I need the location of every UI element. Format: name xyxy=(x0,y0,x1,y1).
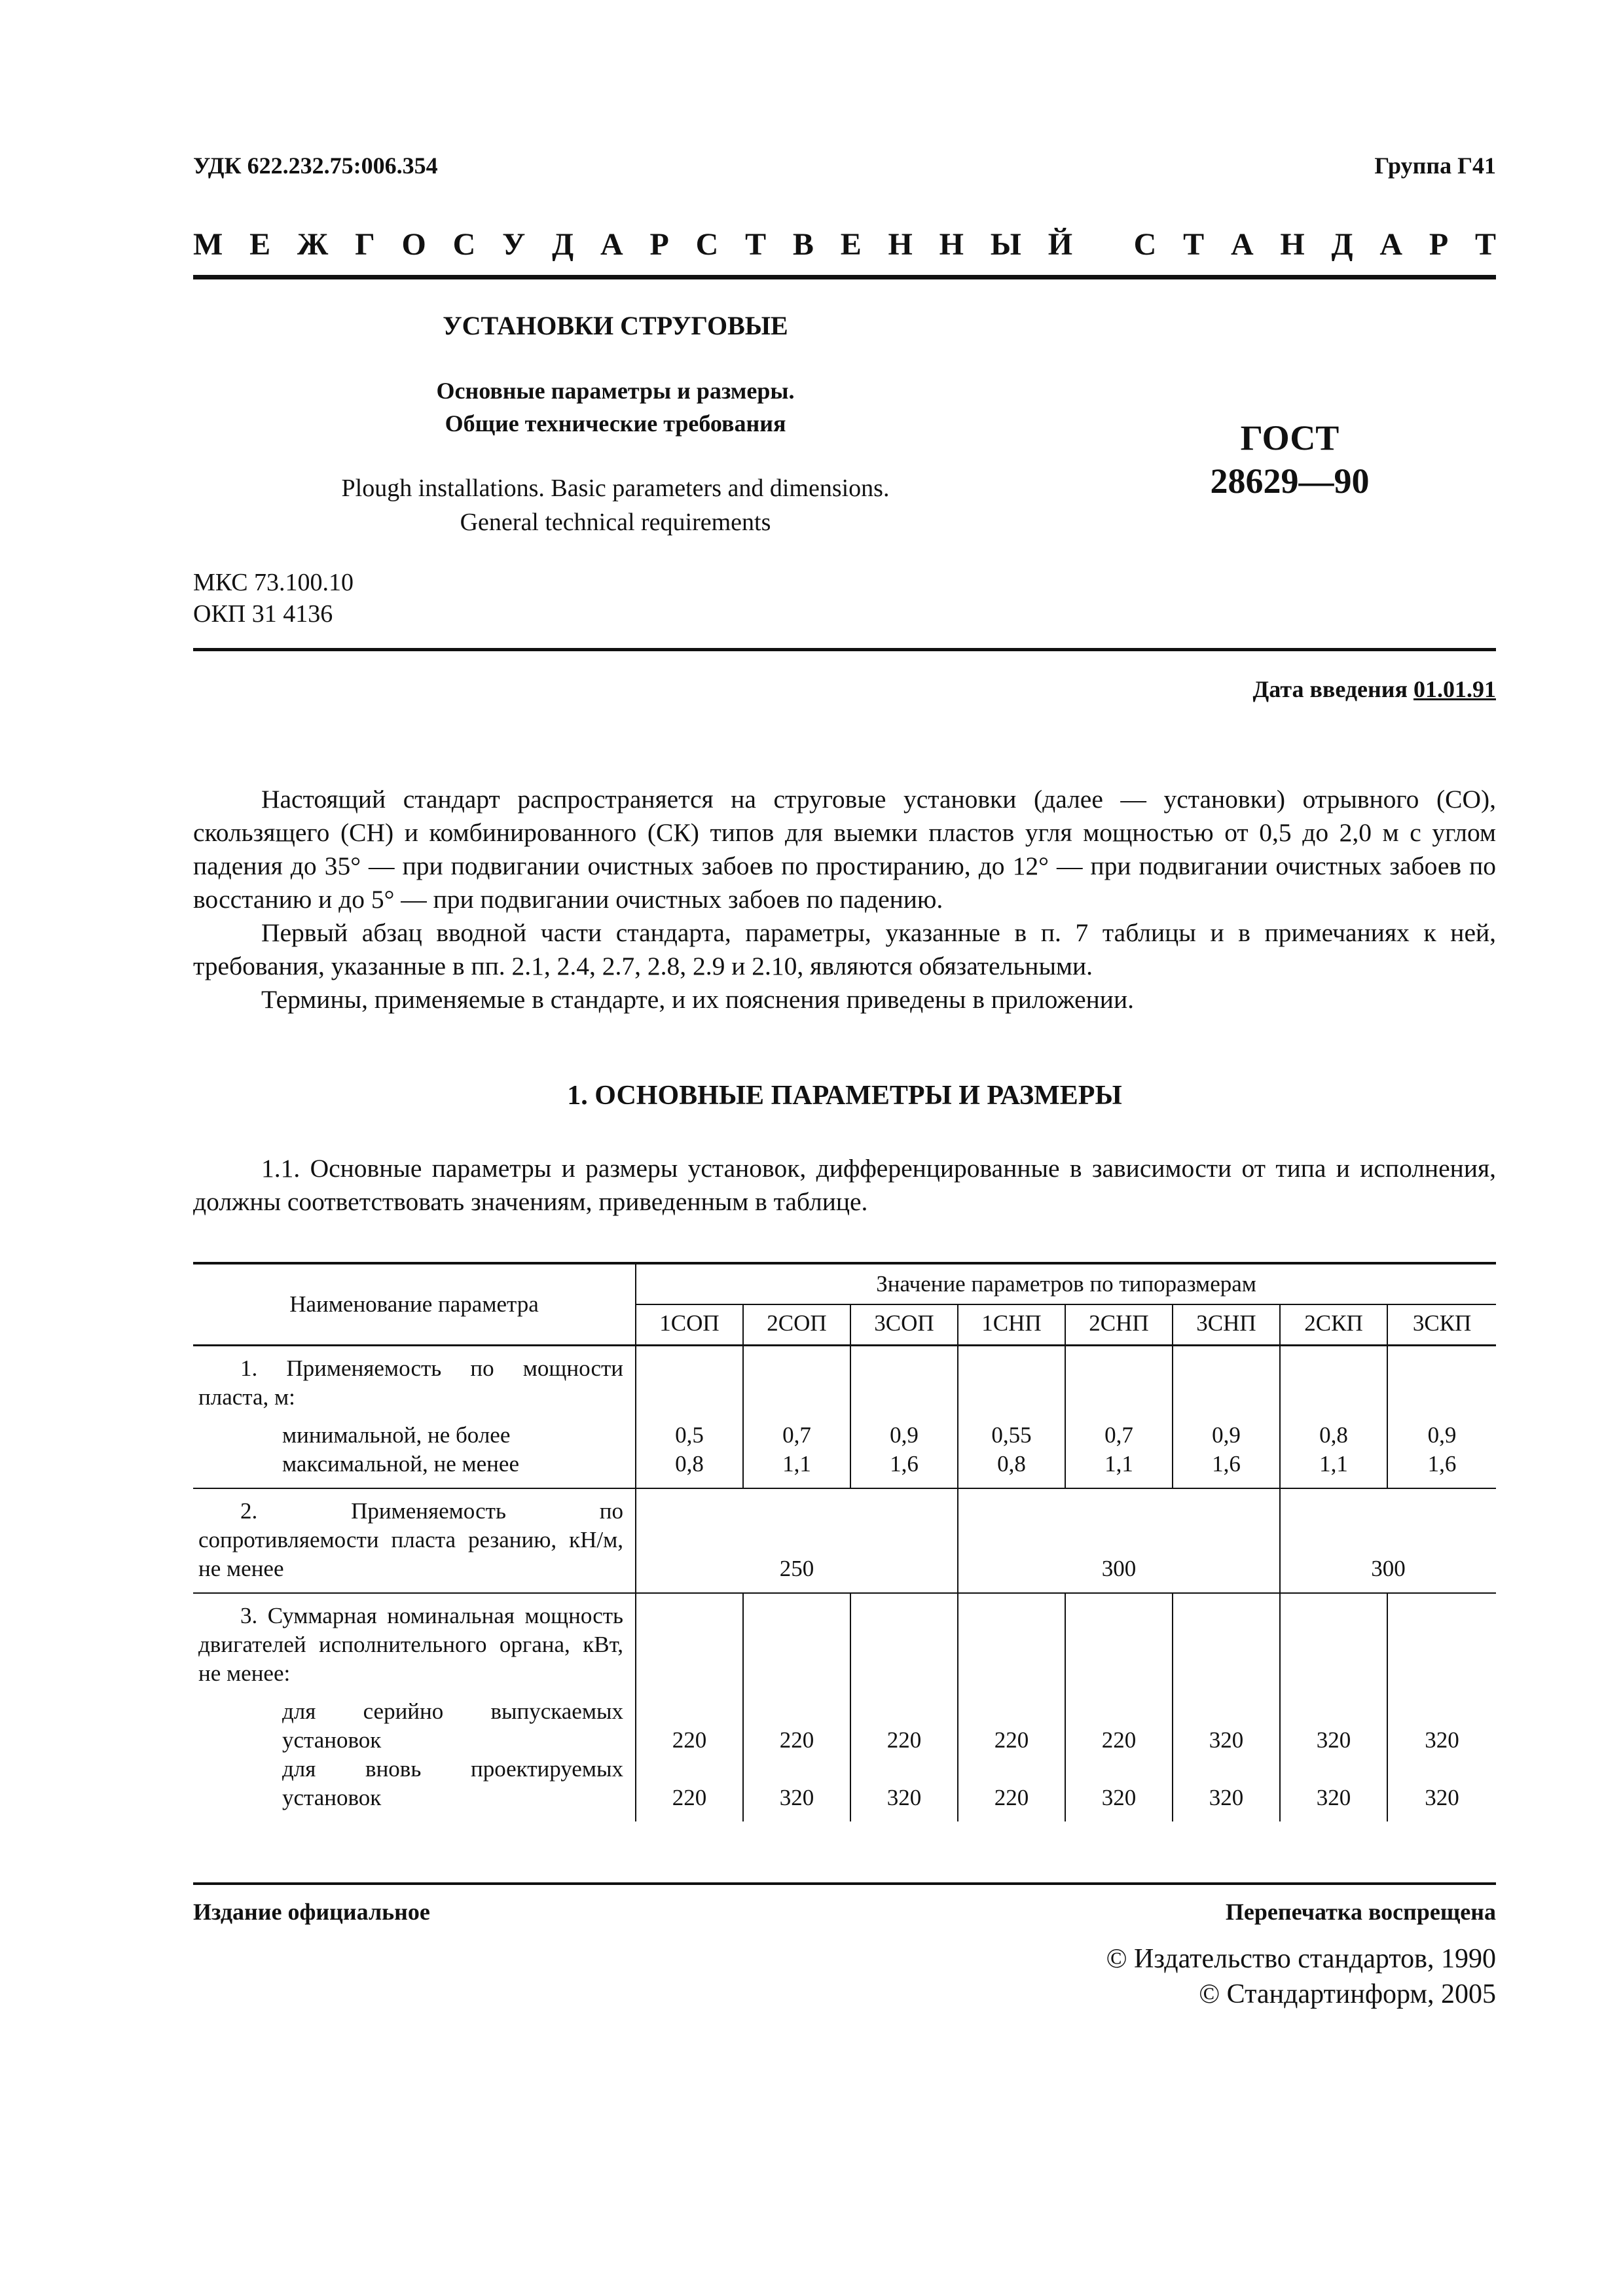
heading-letter: Н xyxy=(1280,227,1305,262)
row1-values xyxy=(1173,1346,1280,1489)
value-cell: 220 xyxy=(672,1727,707,1753)
value-cell: 0,8 xyxy=(675,1451,704,1477)
heading-letter: Т xyxy=(745,227,767,262)
row2-value-co xyxy=(636,1488,958,1593)
udk-code: УДК 622.232.75:006.354 xyxy=(193,152,438,179)
heading-letter: Т xyxy=(1474,227,1496,262)
date-label: Дата введения xyxy=(1252,676,1408,702)
row1-values xyxy=(1280,1346,1387,1489)
heading-letter: Е xyxy=(249,227,271,262)
intro-paragraph-3: Термины, применяемые в стандарте, и их пояснения приведены в приложении. xyxy=(261,985,1134,1014)
value-cell: 1,1 xyxy=(782,1451,811,1477)
intro-text xyxy=(193,783,1496,1016)
row1-values xyxy=(1065,1346,1173,1489)
heading-letter: Д xyxy=(552,227,574,262)
value-cell: 0,55 xyxy=(991,1422,1032,1448)
heading-letter: Р xyxy=(649,227,669,262)
value-cell: 0,9 xyxy=(890,1422,919,1448)
col-header: 2СОП xyxy=(743,1304,850,1346)
value-cell: 1,6 xyxy=(890,1451,919,1477)
row1-sub-max: максимальной, не менее xyxy=(282,1451,519,1477)
heading-letter: М xyxy=(193,227,223,262)
clause-1-1-text: 1.1. Основные параметры и размеры установок, дифференцированные в зависимости от типа и исполнения, должны соответствовать значениям, приведенным в таблице. xyxy=(193,1154,1496,1216)
value-cell: 300 xyxy=(1371,1556,1406,1581)
value-cell: 220 xyxy=(672,1785,707,1810)
header-rule xyxy=(193,275,1496,279)
heading-letter: Ы xyxy=(990,227,1021,262)
row3-values xyxy=(743,1593,850,1821)
row2-value-cn xyxy=(958,1488,1280,1593)
col-header: 3СОП xyxy=(850,1304,958,1346)
introduction-date xyxy=(1253,675,1497,703)
value-cell: 220 xyxy=(994,1785,1029,1810)
row3-values xyxy=(1065,1593,1173,1821)
value-cell: 320 xyxy=(1425,1727,1459,1753)
date-value: 01.01.91 xyxy=(1413,676,1496,702)
title-rule xyxy=(193,648,1496,651)
param-name-header: Наименование параметра xyxy=(193,1265,636,1346)
table-row xyxy=(193,1593,1496,1821)
row3-title: 3. Суммарная номинальная мощность двигателей исполнительного органа, кВт, не менее: xyxy=(198,1603,623,1686)
col-header: 3СНП xyxy=(1173,1304,1280,1346)
value-cell: 320 xyxy=(1425,1785,1459,1810)
intro-paragraph-2: Первый абзац вводной части стандарта, параметры, указанные в п. 7 таблицы и в примечаниях к ней, требования, указанные в пп. 2.1, 2.4, 2.7, 2.8, 2.9 и 2.10, являются обязательными. xyxy=(193,918,1496,980)
row1-values xyxy=(743,1346,850,1489)
value-cell: 220 xyxy=(779,1727,814,1753)
row3-values xyxy=(958,1593,1065,1821)
value-cell: 0,9 xyxy=(1427,1422,1457,1448)
row1-values xyxy=(958,1346,1065,1489)
section-1-heading: 1. ОСНОВНЫЕ ПАРАМЕТРЫ И РАЗМЕРЫ xyxy=(567,1081,1122,1111)
row3-values xyxy=(636,1593,743,1821)
heading-letter: Н xyxy=(888,227,913,262)
row3-sub-new: для вновь проектируемых установок xyxy=(282,1756,623,1810)
heading-letter: С xyxy=(1133,227,1157,262)
value-cell: 220 xyxy=(1101,1727,1137,1753)
heading-letter: С xyxy=(452,227,476,262)
parameters-table xyxy=(193,1265,1496,1821)
value-cell: 0,7 xyxy=(782,1422,811,1448)
row2-title: 2. Применяемость по сопротивляемости пласта резанию, кН/м, не менее xyxy=(198,1498,623,1581)
col-header: 2СКП xyxy=(1280,1304,1387,1346)
english-title-line-2: General technical requirements xyxy=(460,509,771,536)
col-header: 1СОП xyxy=(636,1304,743,1346)
col-header: 2СНП xyxy=(1065,1304,1173,1346)
heading-letter: А xyxy=(1379,227,1403,262)
row3-sub-serial: для серийно выпускаемых установок xyxy=(282,1698,623,1753)
copyright xyxy=(1106,1941,1496,2012)
heading-letter: А xyxy=(600,227,623,262)
value-cell: 320 xyxy=(1316,1785,1351,1810)
value-cell: 300 xyxy=(1101,1556,1137,1581)
row3-values xyxy=(1280,1593,1387,1821)
value-cell: 1,6 xyxy=(1212,1451,1241,1477)
value-cell: 1,1 xyxy=(1104,1451,1133,1477)
row1-name xyxy=(193,1346,636,1489)
row1-sub-min: минимальной, не более xyxy=(282,1422,511,1448)
document-title: УСТАНОВКИ СТРУГОВЫЕ xyxy=(443,311,788,340)
heading-letter: Е xyxy=(840,227,862,262)
table-row xyxy=(193,1488,1496,1593)
gost-code: 28629—90 xyxy=(1210,461,1370,501)
row2-name xyxy=(193,1488,636,1593)
heading-letter: Ж xyxy=(297,227,329,262)
row2-value-ck xyxy=(1280,1488,1496,1593)
value-cell: 320 xyxy=(886,1785,922,1810)
footer-rule xyxy=(193,1882,1496,1885)
value-cell: 1,6 xyxy=(1427,1451,1457,1477)
heading-letter: С xyxy=(695,227,719,262)
english-title xyxy=(193,471,1038,539)
value-cell: 320 xyxy=(1101,1785,1137,1810)
classification-codes xyxy=(193,567,354,630)
heading-letter: Н xyxy=(939,227,964,262)
row1-values xyxy=(636,1346,743,1489)
row3-values xyxy=(850,1593,958,1821)
value-cell: 250 xyxy=(779,1556,814,1581)
heading-letter: Р xyxy=(1429,227,1449,262)
okp-code: ОКП 31 4136 xyxy=(193,600,333,628)
row1-title: 1. Применяемость по мощности пласта, м: xyxy=(198,1355,623,1410)
value-cell: 1,1 xyxy=(1319,1451,1348,1477)
standard-type-heading xyxy=(193,226,1496,262)
group-code: Группа Г41 xyxy=(1374,152,1496,179)
value-cell: 0,8 xyxy=(1319,1422,1348,1448)
copyright-line-1: © Издательство стандартов, 1990 xyxy=(1106,1944,1496,1974)
clause-1-1 xyxy=(193,1152,1496,1219)
value-cell: 320 xyxy=(1209,1785,1244,1810)
col-header: 1СНП xyxy=(958,1304,1065,1346)
row3-values xyxy=(1173,1593,1280,1821)
heading-letter: В xyxy=(792,227,814,262)
reprint-notice: Перепечатка воспрещена xyxy=(1225,1899,1496,1925)
mks-code: МКС 73.100.10 xyxy=(193,569,354,596)
value-cell: 320 xyxy=(1209,1727,1244,1753)
value-cell: 320 xyxy=(1316,1727,1351,1753)
subtitle-line-2: Общие технические требования xyxy=(445,410,786,437)
heading-letter: Й xyxy=(1048,227,1073,262)
value-cell: 220 xyxy=(994,1727,1029,1753)
word-gap xyxy=(1099,226,1107,262)
row3-values xyxy=(1387,1593,1496,1821)
heading-letter: Д xyxy=(1331,227,1353,262)
heading-letter: Г xyxy=(355,227,375,262)
value-cell: 320 xyxy=(779,1785,814,1810)
table-row xyxy=(193,1346,1496,1489)
heading-letter: А xyxy=(1230,227,1254,262)
official-edition: Издание официальное xyxy=(193,1899,430,1925)
value-cell: 0,8 xyxy=(997,1451,1026,1477)
document-subtitle xyxy=(193,374,1038,440)
gost-number xyxy=(1152,416,1427,503)
gost-label: ГОСТ xyxy=(1240,418,1340,457)
heading-letter: О xyxy=(401,227,426,262)
row3-name xyxy=(193,1593,636,1821)
col-header: 3СКП xyxy=(1387,1304,1496,1346)
english-title-line-1: Plough installations. Basic parameters and dimensions. xyxy=(341,475,890,502)
value-cell: 220 xyxy=(886,1727,922,1753)
value-cell: 0,5 xyxy=(675,1422,704,1448)
value-cell: 0,9 xyxy=(1212,1422,1241,1448)
row1-values xyxy=(850,1346,958,1489)
intro-paragraph-1: Настоящий стандарт распространяется на струговые установки (далее — установки) отрывного (СО), скользящего (СН) и комбинированного (СК) типов для выемки пластов угля мощностью от 0,5 до 2,0 м с углом падения до 35° — при подвигании очистных забоев по простиранию, до 12° — при подвигании очистных забоев по восстанию и до 5° — при подвигании очистных забоев по падению. xyxy=(193,785,1496,914)
heading-letter: Т xyxy=(1183,227,1205,262)
copyright-line-2: © Стандартинформ, 2005 xyxy=(1199,1979,1496,2009)
heading-letter: У xyxy=(502,227,526,262)
value-cell: 0,7 xyxy=(1104,1422,1133,1448)
row1-values xyxy=(1387,1346,1496,1489)
subtitle-line-1: Основные параметры и размеры. xyxy=(436,378,795,404)
group-value-header: Значение параметров по типоразмерам xyxy=(636,1265,1496,1304)
